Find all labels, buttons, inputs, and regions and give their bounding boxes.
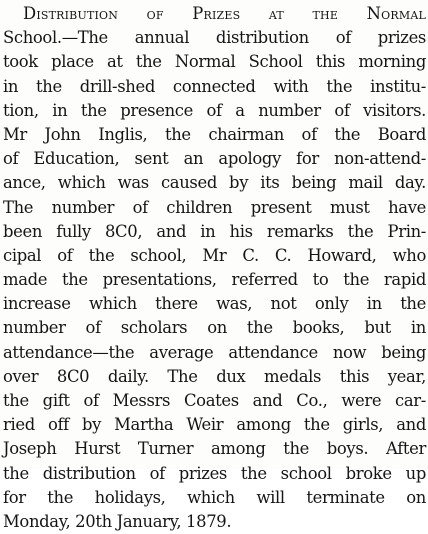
article-line: The number of children present must have [3,197,426,217]
article-line: took place at the Normal School this morning [3,52,426,72]
article-headline: Distribution of Prizes at the Normal [23,4,426,23]
article-line: ance, which was caused by its being mail day. [3,173,426,193]
article-line: of Education, sent an apology for non-attend- [3,149,426,169]
article-line: for the holidays, which will terminate on [3,487,426,507]
article-line: Monday, 20th January, 1879. [3,511,232,531]
article-line: tion, in the presence of a number of visitors. [3,100,426,120]
article-line: over 8C0 daily. The dux medals this year, [3,366,426,386]
article-line: Mr John Inglis, the chairman of the Board [3,124,426,144]
article-line: School.—The annual distribution of prizes [3,28,426,48]
article-line: ried off by Martha Weir among the girls, and [3,415,426,435]
article-line: been fully 8C0, and in his remarks the Prin- [3,221,426,241]
article-line: made the presentations, referred to the rapid [3,270,426,290]
article-line: increase which there was, not only in the [3,294,426,314]
article-line: in the drill-shed connected with the institu- [3,76,426,96]
article-line: Joseph Hurst Turner among the boys. After [3,439,426,459]
article-line: the distribution of prizes the school broke up [3,463,426,483]
article-line: number of scholars on the books, but in [3,318,426,338]
article-line: cipal of the school, Mr C. C. Howard, who [3,245,426,265]
article-line: the gift of Messrs Coates and Co., were car- [3,391,426,410]
article-line: attendance—the average attendance now being [3,342,426,362]
